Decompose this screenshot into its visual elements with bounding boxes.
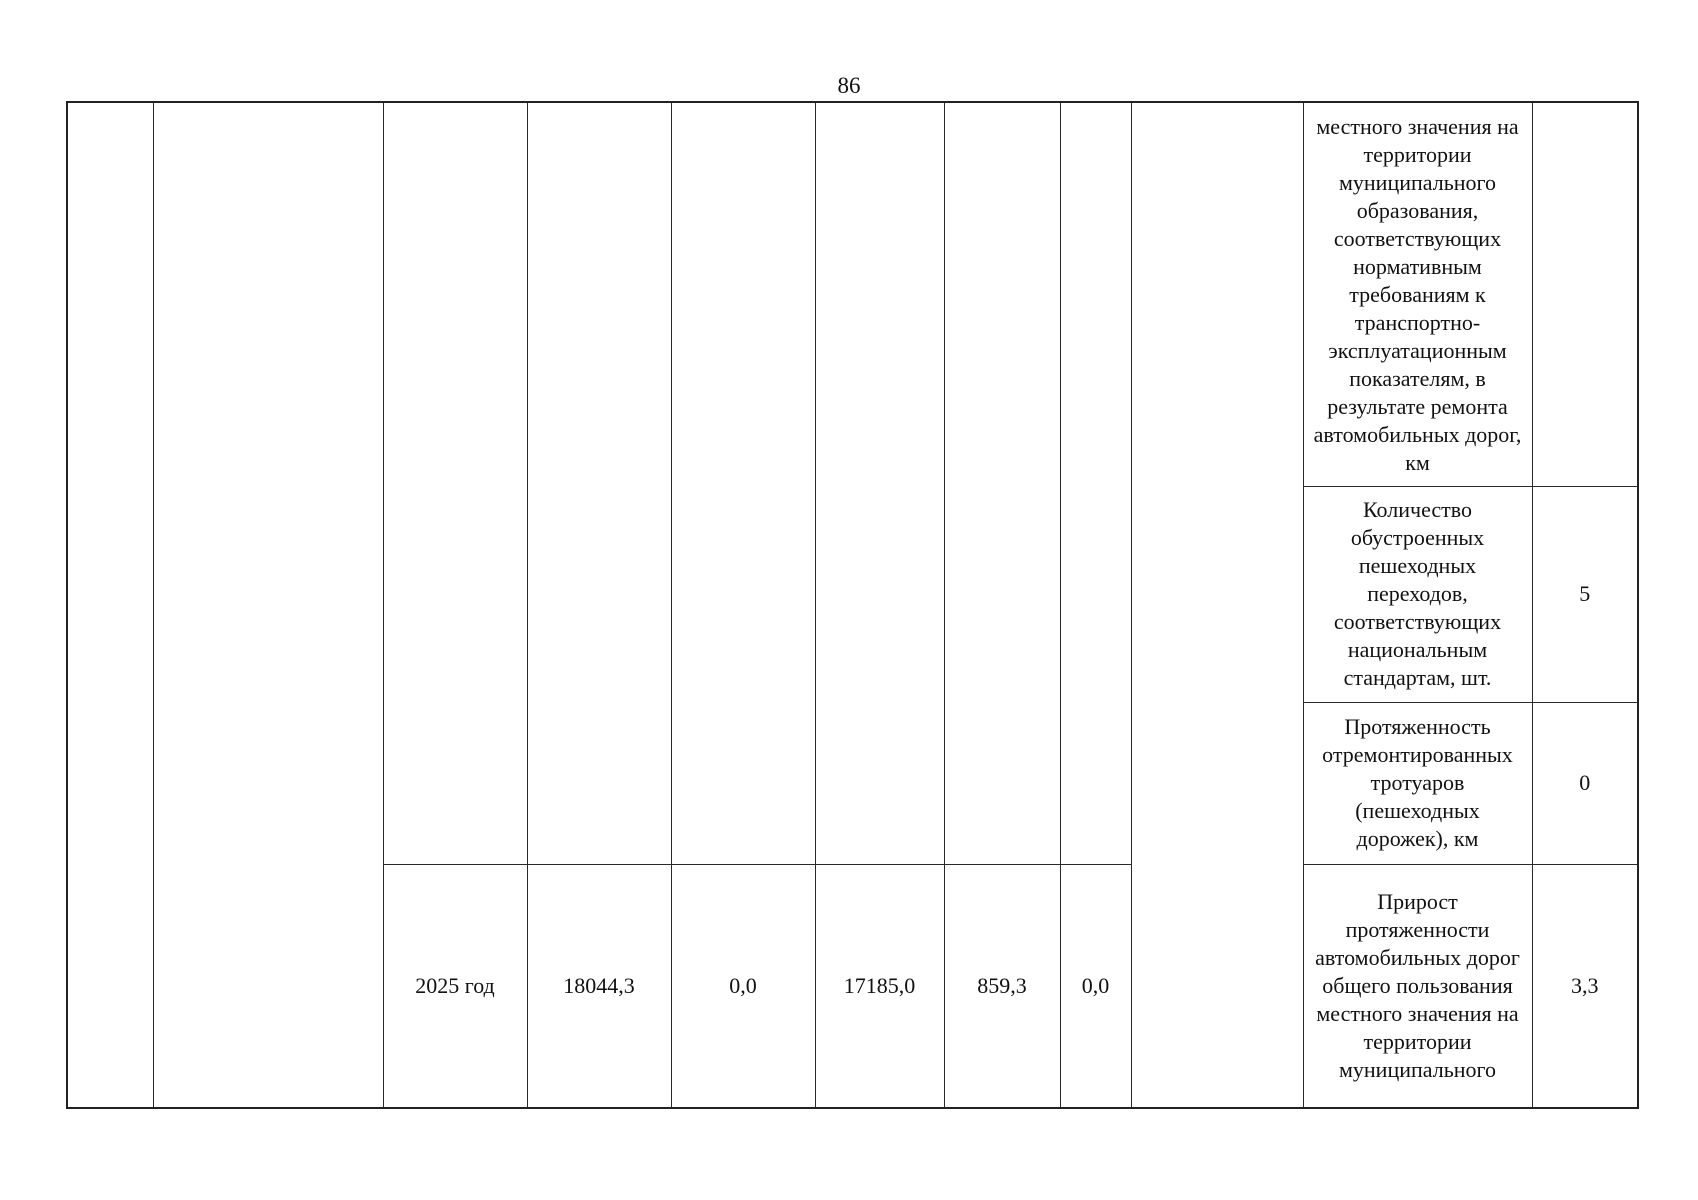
table-row: [67, 102, 1638, 486]
indicator-cell: Прирост протяженности автомобильных дорог общего пользования местного значения на территории муниципального: [1303, 864, 1532, 1108]
executor-cell: [1131, 102, 1303, 1108]
regional-cell: [815, 102, 944, 864]
indicator-cell: местного значения на территории муниципального образования, соответствующих нормативным требованиям к транспортно-эксплуатационным показателям, в результате ремонта автомобильных дорог, км: [1303, 102, 1532, 486]
local-cell: [944, 102, 1060, 864]
other-cell: 0,0: [1060, 864, 1131, 1108]
indicator-value-cell: 0: [1532, 702, 1638, 864]
year-cell: [383, 102, 527, 864]
number-cell: [67, 102, 153, 1108]
federal-cell: 0,0: [671, 864, 815, 1108]
regional-cell: 17185,0: [815, 864, 944, 1108]
total-cell: 18044,3: [527, 864, 671, 1108]
total-cell: [527, 102, 671, 864]
indicator-value-cell: 3,3: [1532, 864, 1638, 1108]
indicator-value-cell: [1532, 102, 1638, 486]
indicator-cell: Количество обустроенных пешеходных переходов, соответствующих национальным стандартам, шт.: [1303, 486, 1532, 702]
local-cell: 859,3: [944, 864, 1060, 1108]
name-cell: [153, 102, 383, 1108]
other-cell: [1060, 102, 1131, 864]
year-cell: 2025 год: [383, 864, 527, 1108]
program-table: [66, 101, 1639, 1109]
federal-cell: [671, 102, 815, 864]
indicator-value-cell: 5: [1532, 486, 1638, 702]
page-number: 86: [837, 73, 861, 98]
indicator-cell: Протяженность отремонтированных тротуаров (пешеходных дорожек), км: [1303, 702, 1532, 864]
